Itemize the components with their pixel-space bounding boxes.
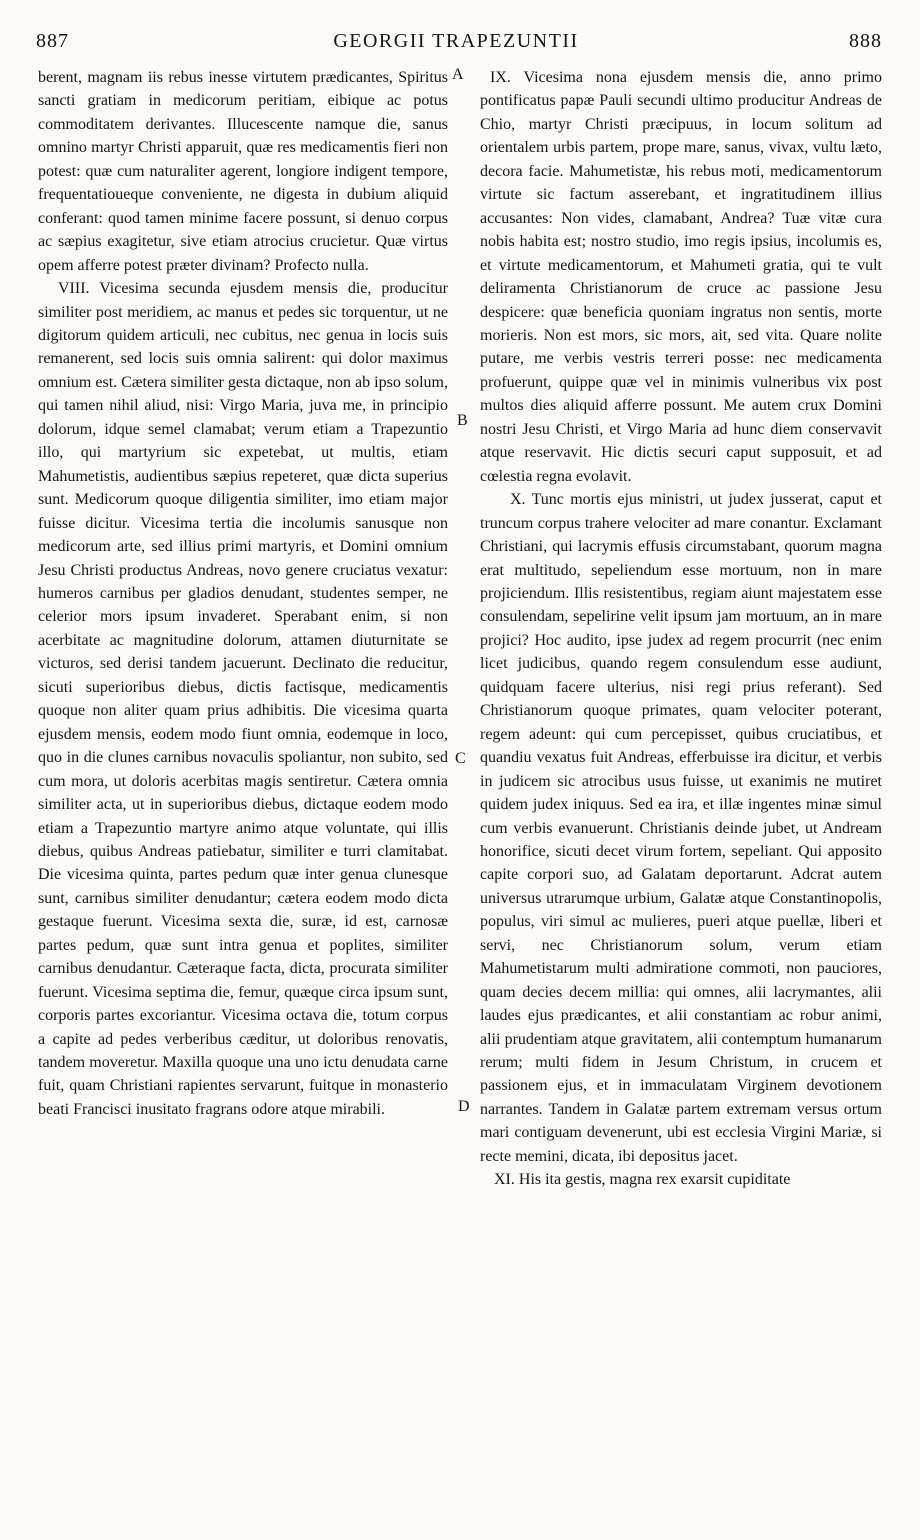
section-x: X. Tunc mortis ejus ministri, ut judex jusserat, caput et truncum corpus trahere velociter ad mare conantur. Exclamant Christiani, qui lacrymis effusis circumstabant, quorum magna erat multitudo, sepeliendum esse mortuum, non in mare projiciendum. Illis resistentibus, regiam aiunt majestatem esse consulendam, sepelirine velit ipsum jam mortuum, an in mare projici? Hoc audito, ipse judex ad regem procurrit (nec enim licet judicibus, quando regem consulendum esse audiunt, quidquam facere ulterius, nisi regi prius referant). Sed Christianorum quoque primates, quam velociter poterant, regem adeunt: qui cum percepisset, quibus cruciatibus, et quandiu vexatus fuit Andreas, efferbuisse ira dicitur, et verbis in judicem sic atrocibus usus fuisse, ut exanimis ne mutiret quidem judex iniquus. Sed ea ira, et illæ ingentes minæ simul cum verbis evanuerunt. Christianis deinde jubet, ut Andream honorifice, sicuti decet virum fortem, sepeliant. Qui apposito capite corpori suo, ad Galatam deportarunt. Adcrat autem universus utrarumque urbium, Galatæ atque Constantinopolis, populus, viri simul ac mulieres, pueri atque puellæ, liberi et servi, nec Christianorum solum, verum etiam Mahumetistarum multi admiratione commoti, non pauciores, quam decies decem millia: qui omnes, alii lacrymantes, alii laudes ejus prædicantes, et alii constantiam ac robur animi, alii prudentiam atque gravitatem, alii contemptum humanarum rerum; multi fidem in Jesum Christum, in crucem et passionem ejus, et in immaculatam Virginem devotionem narrantes. Tandem in Galatæ partem extremam versus ortum mari contiguam devenerunt, ubi est ecclesia Virgini Mariæ, si recte memini, dicata, ibi depositus jacet. bbox=[480, 491, 882, 1165]
margin-letter-c: C bbox=[455, 750, 466, 767]
section-ix: IX. Vicesima nona ejusdem mensis die, anno primo pontificatus papæ Pauli secundi ultimo producitur Andreas de Chio, martyr Christi præcipuus, in locum solitum ad orientalem urbis partem, prope mare, sanus, vivax, vultu læto, decora facie. Mahumetistæ, his rebus moti, medicamentorum virtute sic factum asserebant, et ingratitudinem illius accusantes: Non vides, clamabant, Andrea? Tuæ vitæ cura nobis habita est; nostro studio, imo regis ipsius, incolumis es, et virtute medicamentorum, et Mahumeti gratia, qui te vult deliramenta Christianorum de cruce ac passione Jesu despicere: quæ beneficia quoniam ingratus non sentis, morte morieris. Non est mors, sic mors, ait, sed vita. Quare nolite putare, me verbis vestris terreri posse: nec medicamenta profuerunt, quippe quæ vel in minimis vulneribus vix post multos dies aliquid afferre possunt. Me autem crux Domini nostri Jesu Christi, et Virgo Maria ad hunc diem conservavit atque reservavit. Hic dictis securi caput supposuit, et ad cœlestia regna evolavit. bbox=[480, 69, 882, 485]
page-number-left: 887 bbox=[36, 30, 69, 52]
paragraph-continuation: berent, magnam iis rebus inesse virtutem prædicantes, Spiritus sancti gratiam in medicorum peritiam, eibique ac potus commoditatem derivantes. Illucescente namque die, sanus omnino martyr Christi apparuit, quæ res medicamentis fieri non potest: quæ cum naturaliter agerent, longiore indigent tempore, frequentatioueque conveniente, ne digesta in dubium aliquid conferant: quod tamen minime facere possunt, si denuo corpus ac sæpius exagitetur, sive etiam atrocius crucietur. Quæ virtus opem afferre potest præter divinam? Profecto nulla. bbox=[38, 69, 448, 274]
left-column bbox=[38, 66, 448, 1121]
margin-letter-b: B bbox=[457, 412, 468, 429]
section-viii: VIII. Vicesima secunda ejusdem mensis die, producitur similiter post meridiem, ac manus et pedes sic torquentur, ut ne digitorum quidem articuli, nec cubitus, nec genua in locis suis remanerent, sed locis suis omnia salirent: qui dolor maximus omnium est. Cætera similiter gesta dictaque, non ab ipso solum, qui tamen nihil aliud, nisi: Virgo Maria, juva me, in principio dolorum, idque semel clamabat; verum etiam a Trapezuntio illo, qui martyrium sic expetebat, ut multis, etiam Mahumetistis, audientibus sæpius repeteret, quæ dicta superius sunt. Medicorum quoque diligentia similiter, imo etiam major fuisse dicitur. Vicesima tertia die incolumis sanusque non medicorum arte, sed illius primi martyris, et Domini omnium Jesu Christi productus Andreas, novo genere cruciatus vexatur: humeros carnibus per gladios denudant, studentes semper, ne celerior mors ipsum invaderet. Sperabant enim, si non acerbitate ac magnitudine dolorum, attamen diuturnitate se victuros, sed derisi tandem jacuerunt. Declinato die reducitur, sicuti superioribus diebus, dictis factisque, medicamentis quoque non aliter quam prius adhibitis. Die vicesima quarta ejusdem mensis, eodem modo fiunt omnia, eodemque in loco, quo in die clunes carnibus novaculis spoliantur, non subito, sed cum mora, ut doloris acerbitas magis sentiretur. Cætera omnia similiter acta, ut in superioribus diebus, dictaque eodem modo etiam a Trapezuntio martyre animo atque voluntate, qui illis diebus, quibus Andreas patiebatur, similiter e turri clamitabat. Die vicesima quinta, partes pedum quæ inter genua clunesque sunt, carnibus similiter denudantur; cætera eodem modo dicta gestaque fuerunt. Vicesima sexta die, suræ, id est, carnosæ partes pedum, quæ sunt intra genua et poplites, similiter carnibus denudantur. Cæteraque facta, dicta, procurata similiter fuerunt. Vicesima septima die, femur, quæque circa ipsum sunt, corporis partes excoriantur. Vicesima octava die, totum corpus a capite ad pedes verberibus cæditur, ut doloribus renovatis, tandem moveretur. Maxilla quoque una uno ictu denudata carne fuit, quam Christiani rapientes servarunt, fuitque in monasterio beati Francisci inusitato fragrans odore atque mirabili. bbox=[38, 280, 448, 1118]
running-title: GEORGII TRAPEZUNTII bbox=[333, 30, 579, 52]
page-number-right: 888 bbox=[849, 30, 882, 52]
running-header bbox=[30, 30, 882, 62]
margin-letter-a: A bbox=[452, 66, 464, 83]
right-column bbox=[480, 66, 882, 1192]
margin-letter-d: D bbox=[458, 1098, 470, 1115]
section-xi: XI. His ita gestis, magna rex exarsit cupiditate bbox=[494, 1171, 791, 1189]
